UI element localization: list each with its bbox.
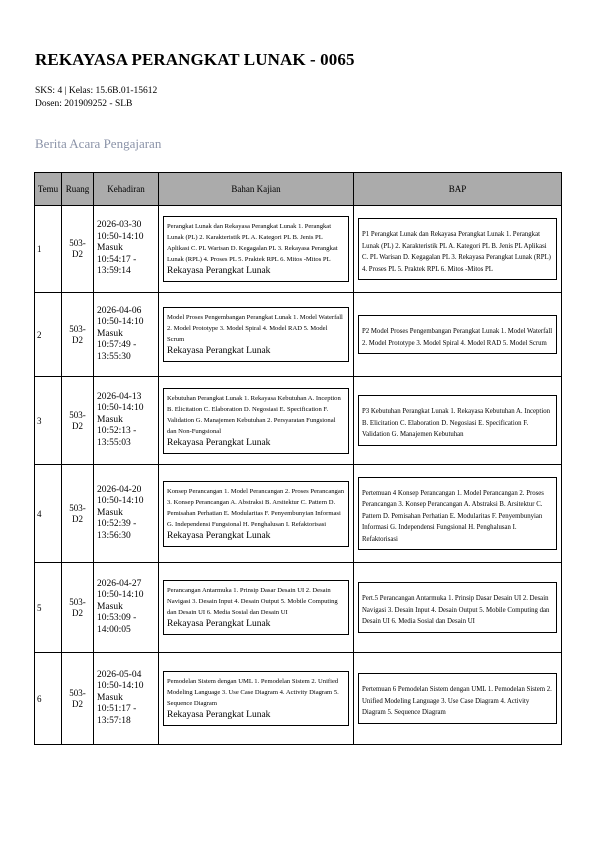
- attendance-cell: [94, 206, 159, 293]
- bap-table: [34, 172, 562, 745]
- bahan-kajian-box: [163, 388, 349, 454]
- course-name: Rekayasa Perangkat Lunak: [167, 619, 271, 629]
- meeting-number: [35, 293, 62, 377]
- attendance-time: 10:50-14:10: [97, 403, 144, 414]
- page-title: REKAYASA PERANGKAT LUNAK - 0065: [35, 50, 355, 69]
- attendance-status: Masuk: [97, 414, 123, 425]
- attendance-clock-in: 10:52:39 -: [97, 519, 137, 530]
- table-row: [35, 653, 562, 745]
- bahan-kajian-text: Konsep Perancangan 1. Model Perancangan 2. Proses Perancangan 3. Konsep Perancangan A. Abstraksi B. Arsitektur C. Pattern D. Pemisahan Perhatian E. Modularitas F. Penyembunyian Informasi G. Independensi Fungsional H. Penghalusan I. Refaktorisasi: [167, 487, 345, 528]
- table-row: [35, 293, 562, 377]
- bap-box: [358, 673, 557, 724]
- table-header-row: [35, 173, 562, 206]
- bap-cell: [354, 293, 562, 377]
- bap-box: [358, 477, 557, 551]
- attendance-cell: [94, 465, 159, 563]
- course-name: Rekayasa Perangkat Lunak: [167, 710, 271, 720]
- attendance-clock-in: 10:57:49 -: [97, 340, 137, 351]
- room-cell: [62, 293, 94, 377]
- bahan-kajian-box: [163, 481, 349, 547]
- meeting-number: [35, 465, 62, 563]
- room-cell: [62, 563, 94, 653]
- room-text: 503-D2: [69, 687, 86, 709]
- attendance-clock-in: 10:53:09 -: [97, 613, 137, 624]
- attendance-date: 2026-04-27: [97, 578, 142, 589]
- room-text: 503-D2: [69, 502, 86, 524]
- bap-text: P3 Kebutuhan Perangkat Lunak 1. Rekayasa Kebutuhan A. Inception B. Elicitation C. Elaboration D. Negosiasi E. Specification F. Validation G. Manajemen Kebutuhan: [362, 408, 550, 439]
- room-text: 503-D2: [69, 409, 86, 431]
- attendance-cell: [94, 653, 159, 745]
- meeting-number: [35, 563, 62, 653]
- bahan-kajian-text: Pemodelan Sistem dengan UML 1. Pemodelan Sistem 2. Unified Modeling Language 3. Use Case Diagram 4. Activity Diagram 5. Sequence Diagram: [167, 678, 339, 707]
- attendance-date: 2026-04-13: [97, 391, 142, 402]
- bahan-kajian-cell: [159, 653, 354, 745]
- meeting-number-text: 2: [37, 329, 42, 340]
- room-cell: [62, 653, 94, 745]
- section-title: Berita Acara Pengajaran: [35, 136, 162, 151]
- attendance-time: 10:50-14:10: [97, 231, 144, 242]
- bap-cell: [354, 465, 562, 563]
- attendance-clock-out: 13:55:30: [97, 351, 131, 362]
- bap-text: P1 Perangkat Lunak dan Rekayasa Perangkat Lunak 1. Perangkat Lunak (PL) 2. Karakteristik PL A. Kategori PL B. Jenis PL Aplikasi C. PL Warisan D. Kegagalan PL 3. Rekayasa Perangkat Lunak (RPL) 4. Proses PL 5. Praktek RPL 6. Mitos -Mitos PL: [362, 231, 551, 273]
- bap-box: [358, 395, 557, 446]
- room-text: 503-D2: [69, 596, 86, 618]
- attendance-clock-out: 14:00:05: [97, 624, 131, 635]
- attendance-clock-out: 13:55:03: [97, 437, 131, 448]
- table-row: [35, 206, 562, 293]
- bahan-kajian-cell: [159, 206, 354, 293]
- bahan-kajian-cell: [159, 465, 354, 563]
- attendance-clock-out: 13:59:14: [97, 266, 131, 277]
- attendance-cell: [94, 563, 159, 653]
- attendance-status: Masuk: [97, 328, 123, 339]
- attendance-date: 2026-04-06: [97, 305, 142, 316]
- bahan-kajian-cell: [159, 377, 354, 465]
- room-cell: [62, 377, 94, 465]
- bap-cell: [354, 563, 562, 653]
- attendance-time: 10:50-14:10: [97, 590, 144, 601]
- bap-text: Pertemuan 4 Konsep Perancangan 1. Model Perancangan 2. Proses Perancangan 3. Konsep Perancangan A. Abstraksi B. Arsitektur C. Pattern D. Pemisahan Perhatian E. Modularitas F. Penyembunyian Informasi G. Independensi Fungsional H. Penghalusan I. Refaktorisasi: [362, 489, 544, 543]
- bahan-kajian-text: Kebutuhan Perangkat Lunak 1. Rekayasa Kebutuhan A. Inception B. Elicitation C. Elaboration D. Negosiasi E. Specification F. Validation G. Manajemen Kebutuhan 2. Persyaratan Fungsional dan Non-Fungsional: [167, 394, 341, 435]
- course-name: Rekayasa Perangkat Lunak: [167, 266, 271, 276]
- attendance-clock-out: 13:57:18: [97, 715, 131, 726]
- bahan-kajian-box: [163, 671, 349, 726]
- course-meta: SKS: 4 | Kelas: 15.6B.01-15612: [35, 86, 158, 96]
- bap-text: P2 Model Proses Pengembangan Perangkat Lunak 1. Model Waterfall 2. Model Prototype 3. Model Spiral 4. Model RAD 5. Model Scrum: [362, 328, 553, 347]
- course-name: Rekayasa Perangkat Lunak: [167, 437, 271, 448]
- attendance-cell: [94, 377, 159, 465]
- meeting-number-text: 5: [37, 602, 42, 613]
- bap-box: [358, 582, 557, 633]
- attendance-status: Masuk: [97, 692, 123, 703]
- table-row: [35, 563, 562, 653]
- bap-box: [358, 218, 557, 280]
- meeting-number: [35, 653, 62, 745]
- attendance-clock-in: 10:52:13 -: [97, 426, 137, 437]
- attendance-clock-in: 10:54:17 -: [97, 254, 137, 265]
- room-cell: [62, 206, 94, 293]
- bap-cell: [354, 377, 562, 465]
- bahan-kajian-cell: [159, 563, 354, 653]
- table-row: [35, 465, 562, 563]
- meeting-number: [35, 377, 62, 465]
- attendance-time: 10:50-14:10: [97, 317, 144, 328]
- course-name: Rekayasa Perangkat Lunak: [167, 530, 271, 541]
- header-temu: Temu: [35, 173, 62, 206]
- bap-cell: [354, 653, 562, 745]
- lecturer-meta: Dosen: 201909252 - SLB: [35, 99, 133, 109]
- attendance-clock-in: 10:51:17 -: [97, 704, 137, 715]
- meeting-number-text: 3: [37, 415, 42, 426]
- bahan-kajian-text: Perancangan Antarmuka 1. Prinsip Dasar Desain UI 2. Desain Navigasi 3. Desain Input 4. Desain Output 5. Mobile Computing dan Desain UI 6. Media Sosial dan Desain UI: [167, 587, 338, 616]
- course-name: Rekayasa Perangkat Lunak: [167, 346, 271, 356]
- attendance-time: 10:50-14:10: [97, 681, 144, 692]
- table-row: [35, 377, 562, 465]
- header-kehadiran: Kehadiran: [94, 173, 159, 206]
- bap-cell: [354, 206, 562, 293]
- meeting-number-text: 1: [37, 244, 42, 254]
- header-bap: BAP: [354, 173, 562, 206]
- attendance-date: 2026-04-20: [97, 484, 142, 495]
- bap-text: Pert.5 Perancangan Antarmuka 1. Prinsip Dasar Desain UI 2. Desain Navigasi 3. Desain Input 4. Desain Output 5. Mobile Computing dan Desain UI 6. Media Sosial dan Desain UI: [362, 595, 550, 626]
- bahan-kajian-box: [163, 580, 349, 635]
- bahan-kajian-text: Perangkat Lunak dan Rekayasa Perangkat Lunak 1. Perangkat Lunak (PL) 2. Karakteristik PL A. Kategori PL B. Jenis PL Aplikasi C. PL Warisan D. Kegagalan PL 3. Rekayasa Perangkat Lunak (RPL) 4. Proses PL 5. Praktek RPL 6. Mitos -Mitos PL: [167, 223, 338, 263]
- room-cell: [62, 465, 94, 563]
- attendance-date: 2026-05-04: [97, 669, 142, 680]
- attendance-clock-out: 13:56:30: [97, 530, 131, 541]
- room-text: 503-D2: [69, 238, 86, 259]
- bahan-kajian-box: [163, 216, 349, 282]
- meeting-number-text: 4: [37, 508, 42, 519]
- attendance-cell: [94, 293, 159, 377]
- bap-box: [358, 315, 557, 354]
- bahan-kajian-text: Model Proses Pengembangan Perangkat Lunak 1. Model Waterfall 2. Model Prototype 3. Model Spiral 4. Model RAD 5. Model Scrum: [167, 314, 343, 343]
- header-ruang: Ruang: [62, 173, 94, 206]
- attendance-status: Masuk: [97, 507, 123, 518]
- header-bahan-kajian: Bahan Kajian: [159, 173, 354, 206]
- meeting-number: [35, 206, 62, 293]
- room-text: 503-D2: [69, 323, 86, 345]
- bahan-kajian-cell: [159, 293, 354, 377]
- bahan-kajian-box: [163, 307, 349, 362]
- bap-text: Pertemuan 6 Pemodelan Sistem dengan UML 1. Pemodelan Sistem 2. Unified Modeling Language 3. Use Case Diagram 4. Activity Diagram 5. Sequence Diagram: [362, 686, 552, 717]
- attendance-date: 2026-03-30: [97, 220, 142, 231]
- attendance-status: Masuk: [97, 601, 123, 612]
- attendance-status: Masuk: [97, 243, 123, 254]
- meeting-number-text: 6: [37, 693, 42, 704]
- attendance-time: 10:50-14:10: [97, 496, 144, 507]
